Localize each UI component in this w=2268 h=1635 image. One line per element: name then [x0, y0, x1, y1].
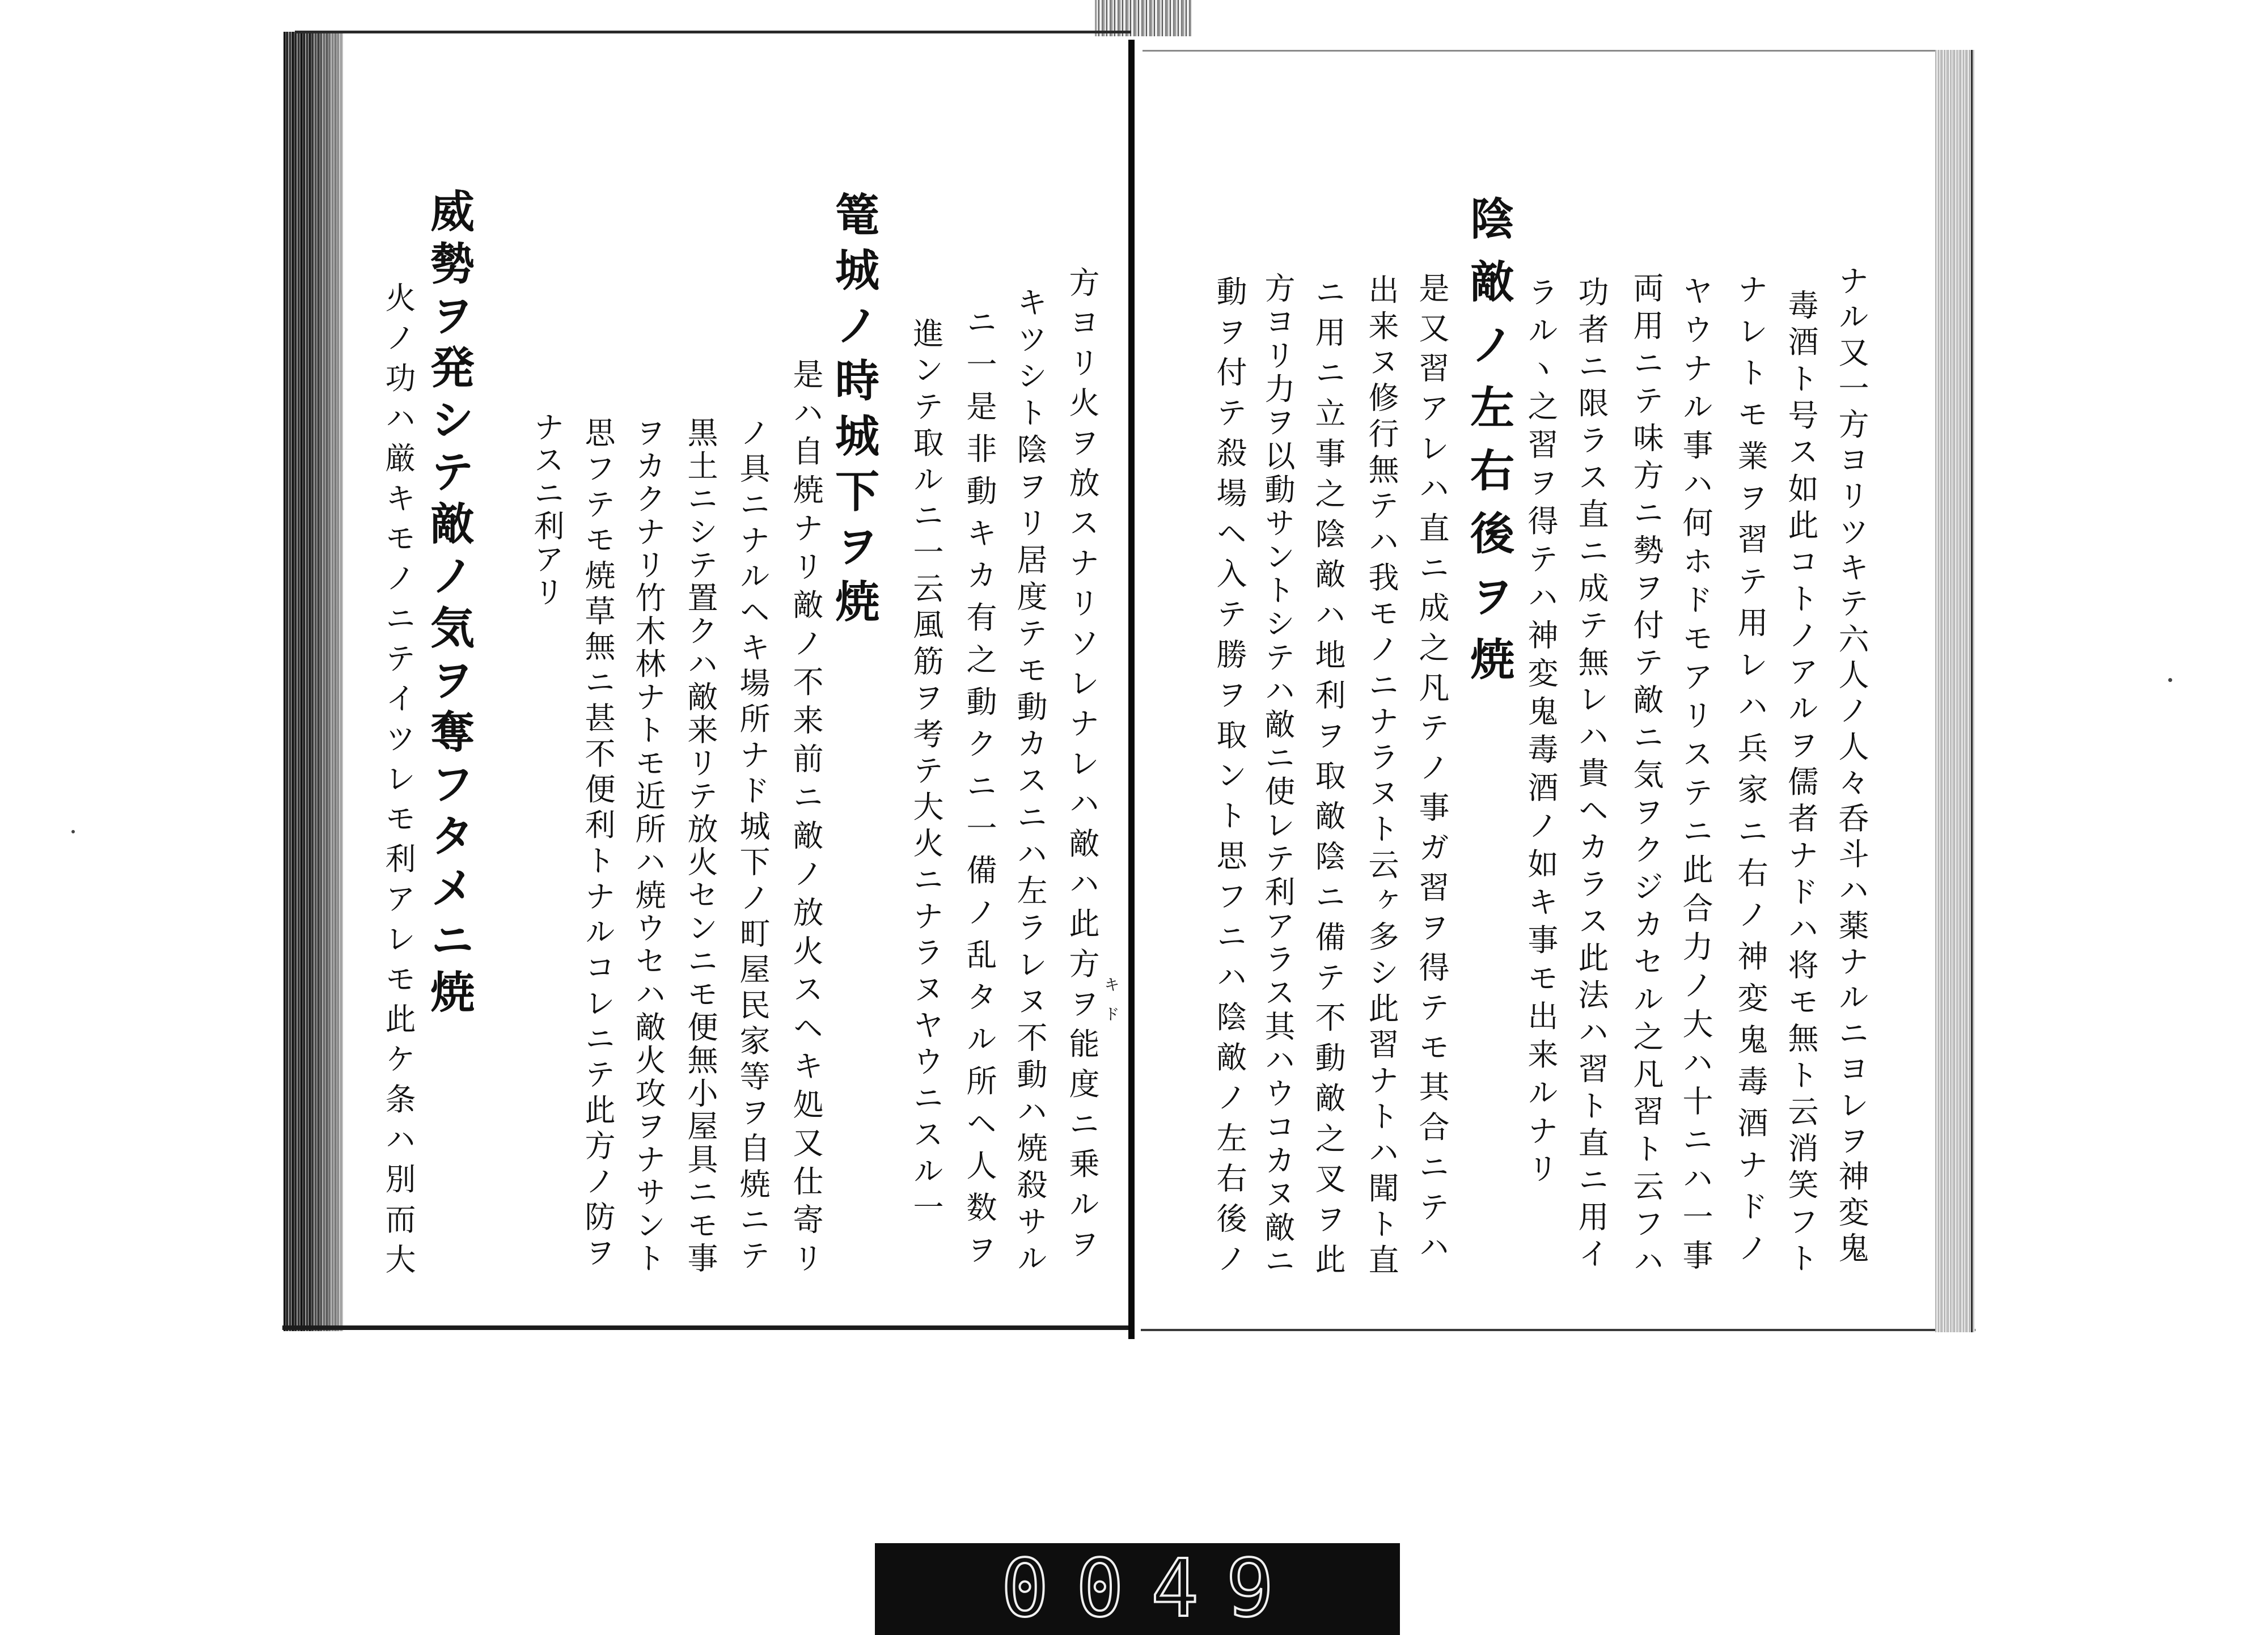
- scan-speck: [2168, 678, 2172, 682]
- section-heading: 陰敵ノ左右後ヲ焼: [1464, 196, 1513, 680]
- text-column: ナスニ利アリ: [530, 411, 564, 607]
- text-column: 是又習アレハ直ニ成之凡テノ事ガ習ヲ得テモ其合ニテハ: [1415, 272, 1449, 1261]
- text-column: 是ハ自焼ナリ敵ノ不来前ニ敵ノ放火スヘキ処又仕寄リ: [789, 358, 823, 1273]
- page-edge-stack: [1935, 50, 1975, 1332]
- text-column: 毒酒ト号ス如此コトノアルヲ儒者ナドハ将モ無ト云消笑フト: [1784, 289, 1818, 1273]
- page-bottom-edge: [1141, 1329, 1975, 1331]
- text-column: ヲカクナリ竹木林ナトモ近所ハ焼ウセハ敵火攻ヲナサント: [631, 417, 665, 1273]
- text-column: ヤウナル事ハ何ホドモアリステニ此合力ノ大ハ十ニハ一事: [1678, 275, 1712, 1270]
- text-column: 黒土ニシテ置クハ敵来リテ放火センニモ便無小屋具ニモ事: [683, 417, 717, 1273]
- text-column: ラルヽ之習ヲ得テハ神変鬼毒酒ノ如キ事モ出来ルナリ: [1524, 276, 1558, 1183]
- text-column: 思フテモ焼草無ニ甚不便利トナルコレニテ此方ノ防ヲ: [581, 417, 615, 1267]
- archive-number: 0049: [1001, 1543, 1301, 1635]
- text-column: 出来ヌ修行無テハ我モノニナラヌト云ヶ多シ此習ナトハ聞ト直: [1364, 274, 1398, 1274]
- text-column: ナル又一方ヨリツキテ六人ノ人々呑斗ハ薬ナルニヨレヲ神変鬼: [1834, 265, 1868, 1263]
- page-bottom-edge: [282, 1325, 1133, 1330]
- page-top-edge: [295, 31, 1131, 33]
- section-heading: 篭城ノ時城下ヲ焼: [829, 192, 878, 622]
- text-column: ノ具ニナルヘキ場所ナド城下ノ町屋民家等ヲ自焼ニテ: [735, 417, 769, 1270]
- text-column: ナレトモ業ヲ習テ用レハ兵家ニ右ノ神変鬼毒酒ナドノ: [1733, 273, 1767, 1263]
- page-top-edge: [1143, 50, 1936, 52]
- page-edge-shadow: [284, 32, 343, 1331]
- text-column: 功者ニ限ラス直ニ成テ無レハ貴ヘカラス此法ハ習ト直ニ用イ: [1574, 276, 1608, 1268]
- text-column: 動ヲ付テ殺場ヘ入テ勝ヲ取ント思フニハ陰敵ノ左右後ノ: [1212, 276, 1246, 1273]
- text-column: 進ンテ取ルニ一云風筋ヲ考テ大火ニナラヌヤウニスル一: [909, 317, 943, 1222]
- text-column: 両用ニテ味方ニ勢ヲ付テ敵ニ気ヲクジカセル之凡習ト云フハ: [1629, 272, 1663, 1276]
- text-column: ニ用ニ立事之陰敵ハ地利ヲ取敵陰ニ備テ不動敵之叉ヲ此: [1311, 276, 1345, 1274]
- scan-speck: [71, 830, 75, 833]
- book-spine: [1128, 40, 1135, 1339]
- section-heading: 威勢ヲ発シテ敵ノ気ヲ奪フタメニ焼: [424, 188, 473, 1013]
- text-column: 方ヨリ火ヲ放スナリソレナレハ敵ハ此方ヲ能度ニ乗ルヲ: [1065, 266, 1099, 1259]
- text-column: 火ノ功ハ厳キモノニテイツレモ利アレモ此ケ条ハ別而大: [381, 282, 415, 1274]
- text-column: キツシト陰ヲリ居度テモ動カスニハ左ラレヌ不動ハ焼殺サル: [1013, 286, 1047, 1273]
- text-column: 方ヨリ力ヲ以動サントシテハ敵ニ使レテ利アラス其ハウコカヌ敵ニ: [1260, 272, 1294, 1276]
- archive-label: [875, 1543, 1400, 1635]
- reading-annotation: キド: [1102, 976, 1119, 1022]
- text-column: ニ一是非動キカ有之動クニ一備ノ乱タル所ヘ人数ヲ: [962, 306, 996, 1264]
